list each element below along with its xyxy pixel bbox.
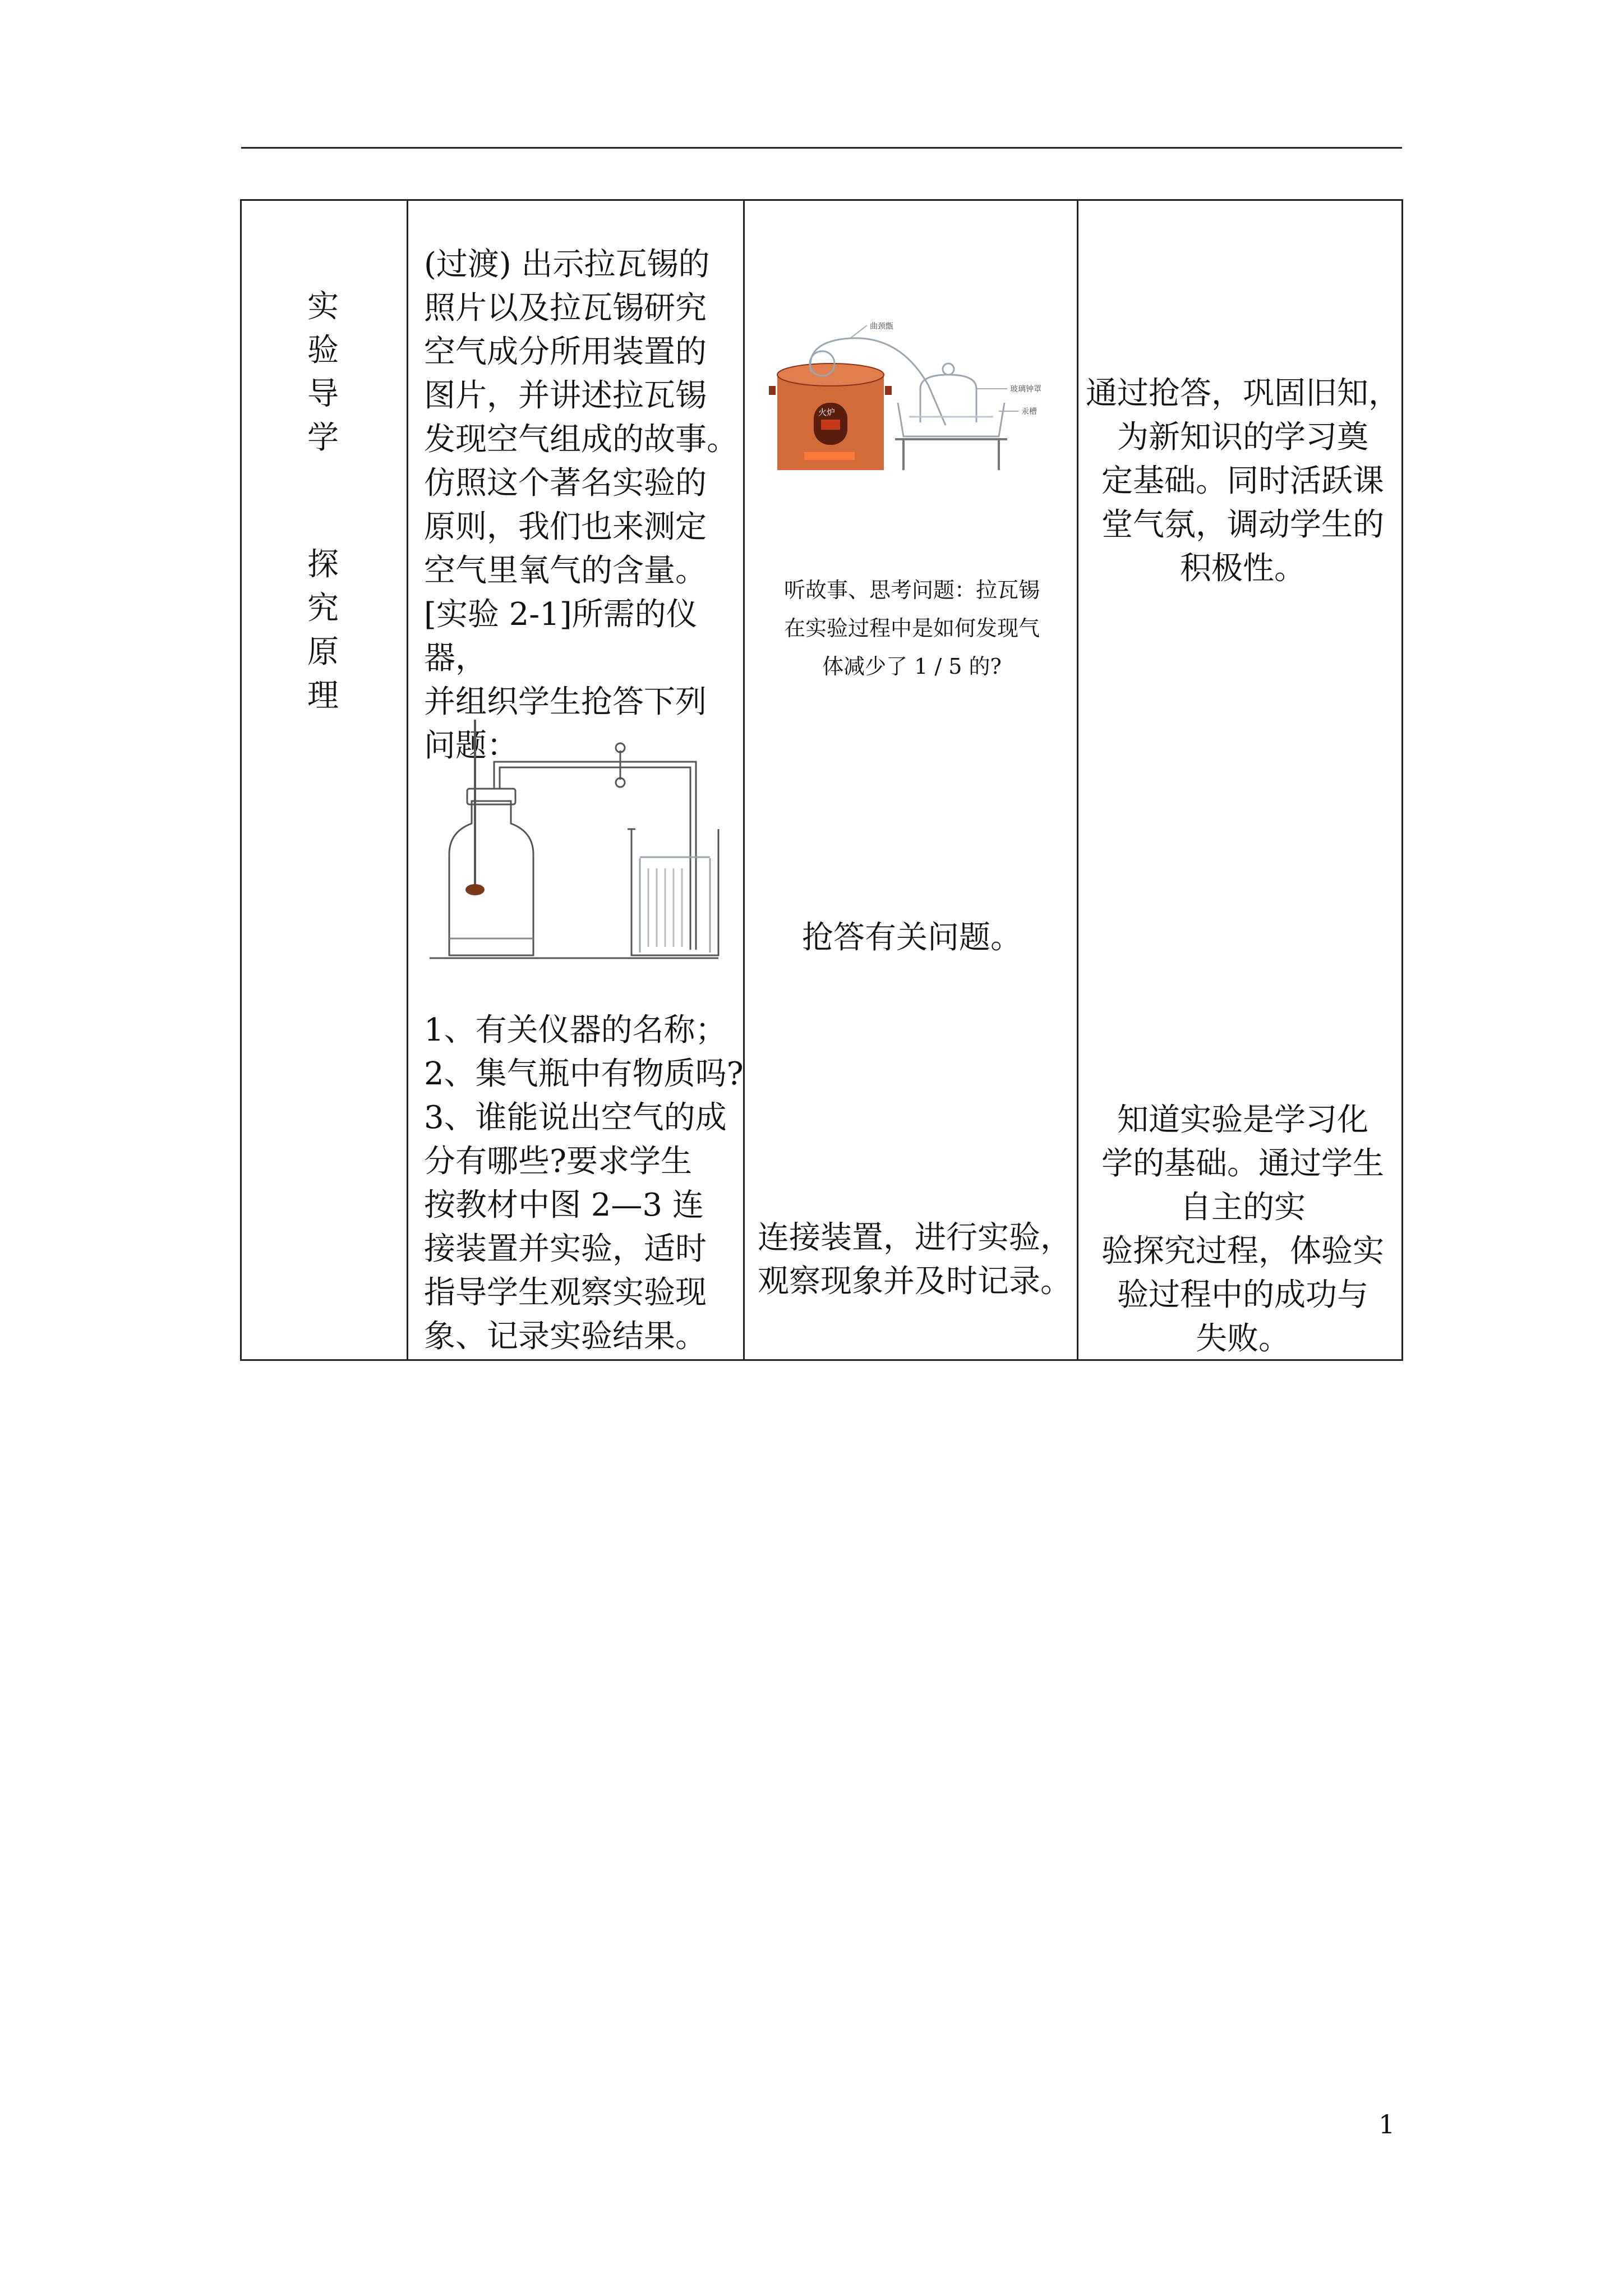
column-divider-3 (1077, 201, 1078, 1359)
design-purpose-top: 通过抢答，巩固旧知， 为新知识的学习奠 定基础。同时活跃课 堂气氛，调动学生的 积极性。 (1086, 375, 1400, 587)
figure-label-retort: 曲颈甑 (870, 322, 893, 331)
page-number: 1 (1378, 2109, 1395, 2139)
student-activity-caption: 听故事、思考问题：拉瓦锡 在实验过程中是如何发现气 体减少了 1 / 5 的? (783, 578, 1040, 679)
stage-label-bottom: 探 究 原 理 (307, 546, 339, 714)
student-activity-answer: 抢答有关问题。 (802, 919, 1022, 956)
figure-label-furnace: 火炉 (818, 407, 836, 417)
column-divider-1 (407, 201, 408, 1359)
figure-label-trough: 汞槽 (1021, 407, 1037, 416)
stage-label-top: 实 验 导 学 (307, 288, 339, 456)
header-rule (241, 147, 1402, 149)
student-activity-experiment: 连接装置，进行实验， 观察现象并及时记录。 (758, 1220, 1072, 1300)
design-purpose-bottom: 知道实验是学习化 学的基础。通过学生 自主的实 验探究过程，体验实 验过程中的成功与 失败。 (1101, 1102, 1384, 1357)
lesson-table (240, 199, 1403, 1361)
figure-label-bell-jar: 玻璃钟罩 (1010, 385, 1041, 394)
lavoisier-apparatus-figure (760, 319, 1052, 476)
teacher-activity-questions: 1、有关仪器的名称； 2、集气瓶中有物质吗? 3、谁能说出空气的成 分有哪些?要求学生 按教材中图 2—3 连 接装置并实验，适时 指导学生观察实验现 象、记录实验结果。 (424, 1012, 744, 1355)
oxygen-experiment-apparatus-figure (427, 717, 730, 1009)
teacher-activity-intro: (过渡) 出示拉瓦锡的 照片以及拉瓦锡研究 空气成分所用装置的 图片，并讲述拉瓦锡 发现空气组成的故事。 仿照这个著名实验的 原则，我们也来测定 空气里氧气的含量。 [实验 2-1]所需的仪器， 并组织学生抢答下列 问题： (424, 246, 738, 764)
